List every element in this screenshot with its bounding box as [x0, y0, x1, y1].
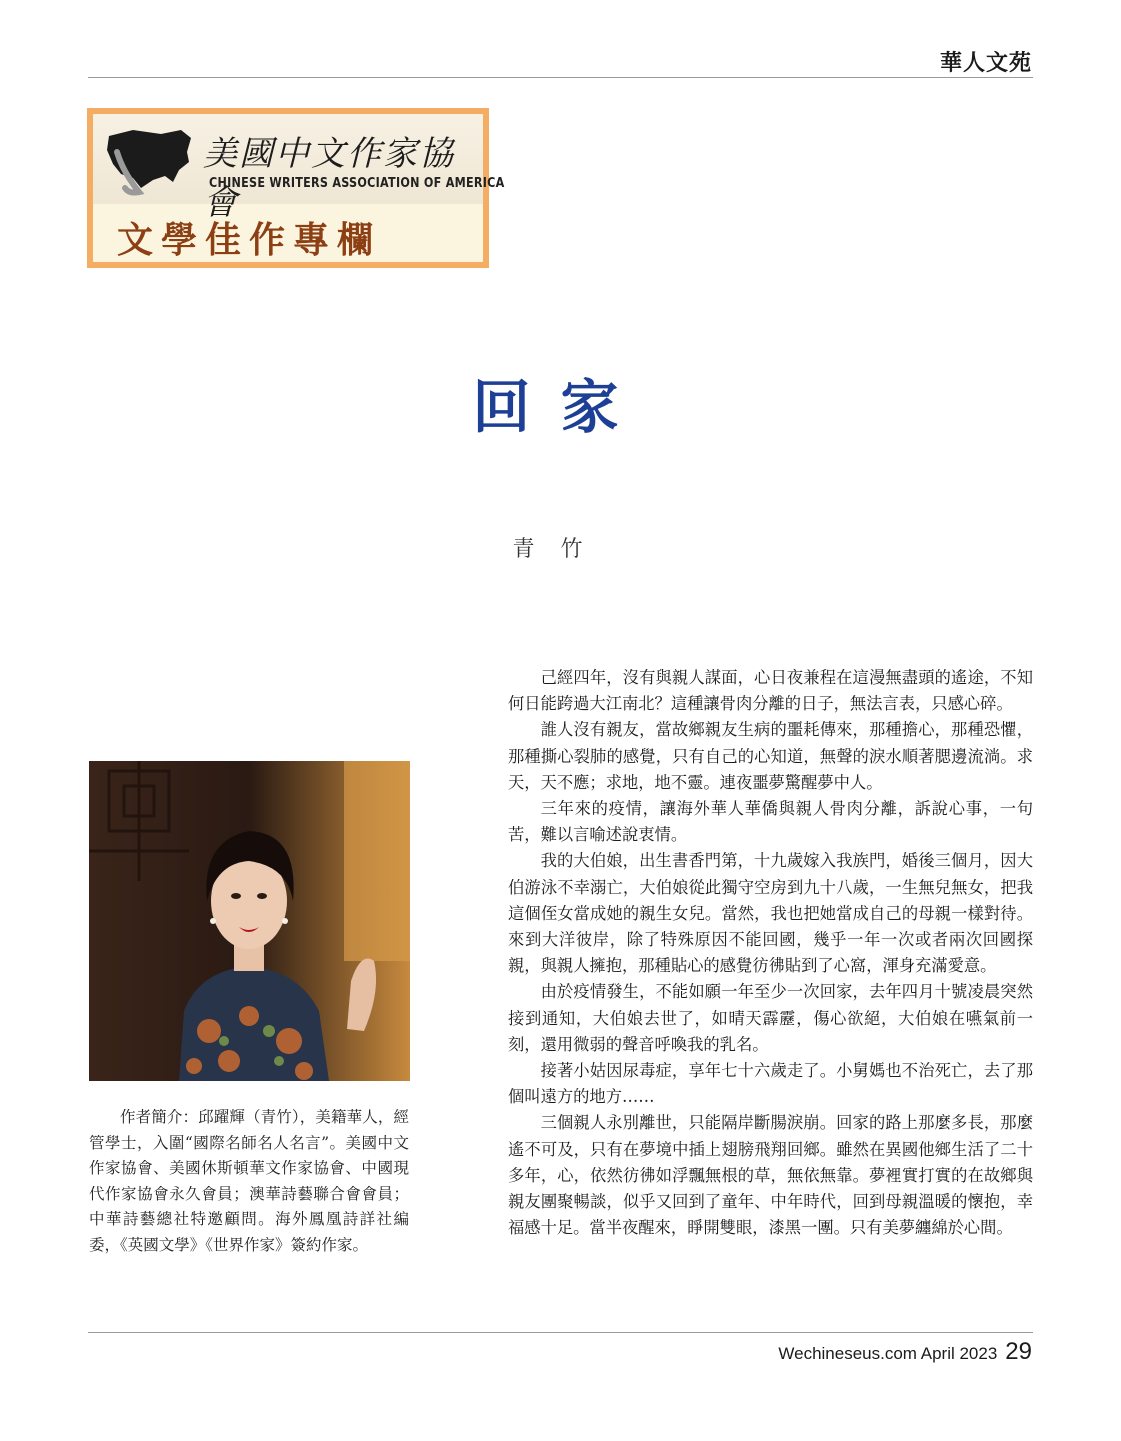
article-paragraph: 三個親人永別離世，只能隔岸斷腸淚崩。回家的路上那麼多長，那麼遙不可及，只有在夢境中插上翅膀飛翔回鄉。雖然在異國他鄉生活了二十多年，心，依然彷彿如浮飄無根的草，無依無靠。夢裡實打實的在故鄉與親友團聚暢談，似乎又回到了童年、中年時代，回到母親溫暖的懷抱，幸福感十足。當半夜醒來，睜開雙眼，漆黑一團。只有美夢纏綿於心間。: [508, 1113, 1033, 1238]
author-photo: [89, 761, 410, 1081]
article-author: 青竹: [512, 537, 609, 562]
article-paragraph: 接著小姑因尿毒症，享年七十六歲走了。小舅媽也不治死亡，去了那個叫遠方的地方……: [508, 1061, 1033, 1107]
author-bio: 作者簡介：邱躍輝（青竹），美籍華人，經管學士，入圍“國際名師名人名言”。美國中文作家協會、美國休斯頓華文作家協會、中國現代作家協會永久會員；澳華詩藝聯合會會員；中華詩藝總社特邀顧問。海外鳳凰詩詳社編委，《英國文學》《世界作家》簽約作家。: [89, 1108, 409, 1254]
article-paragraph: 我的大伯娘，出生書香門第，十九歲嫁入我族門，婚後三個月，因大伯游泳不幸溺亡，大伯娘從此獨守空房到九十八歲，一生無兒無女，把我這個侄女當成她的親生女兒。當然，我也把她當成自己的母親一樣對待。來到大洋彼岸，除了特殊原因不能回國，幾乎一年一次或者兩次回國探親，與親人擁抱，那種貼心的感覺彷彿貼到了心窩，渾身充滿愛意。: [508, 851, 1033, 976]
article-paragraph: 三年來的疫情，讓海外華人華僑與親人骨肉分離，訴說心事，一句苦，難以言喻述說衷情。: [508, 799, 1033, 845]
association-chinese-name: 美國中文作家協會: [203, 134, 455, 223]
article-paragraph: 己經四年，沒有與親人謀面，心日夜兼程在這漫無盡頭的遙途，不知何日能跨過大江南北？這種讓骨肉分離的日子，無法言表，只感心碎。: [508, 668, 1033, 714]
association-english-name: CHINESE WRITERS ASSOCIATION OF AMERICA: [209, 176, 505, 191]
association-banner: [87, 108, 505, 268]
page-footer: [778, 1338, 1032, 1366]
article-body: [508, 665, 1033, 1241]
article-title: 回家: [472, 373, 649, 441]
footer-site-date: Wechineseus.com April 2023: [778, 1344, 998, 1363]
us-map-logo: [103, 122, 195, 196]
footer-divider: [88, 1332, 1033, 1333]
section-title: 華人文苑: [939, 50, 1032, 76]
header-divider: [88, 77, 1033, 78]
article-paragraph: 誰人沒有親友，當故鄉親友生病的噩耗傳來，那種擔心，那種恐懼，那種撕心裂肺的感覺，只有自己的心知道，無聲的淚水順著腮邊流淌。求天，天不應；求地，地不靈。連夜噩夢驚醒夢中人。: [508, 720, 1033, 792]
article-paragraph: 由於疫情發生，不能如願一年至少一次回家，去年四月十號凌晨突然接到通知，大伯娘去世了，如晴天霹靂，傷心欲絕，大伯娘在嚥氣前一刻，還用微弱的聲音呼喚我的乳名。: [508, 982, 1033, 1054]
page-number: 29: [1005, 1338, 1032, 1365]
column-label: 文學佳作專欄: [117, 219, 382, 261]
